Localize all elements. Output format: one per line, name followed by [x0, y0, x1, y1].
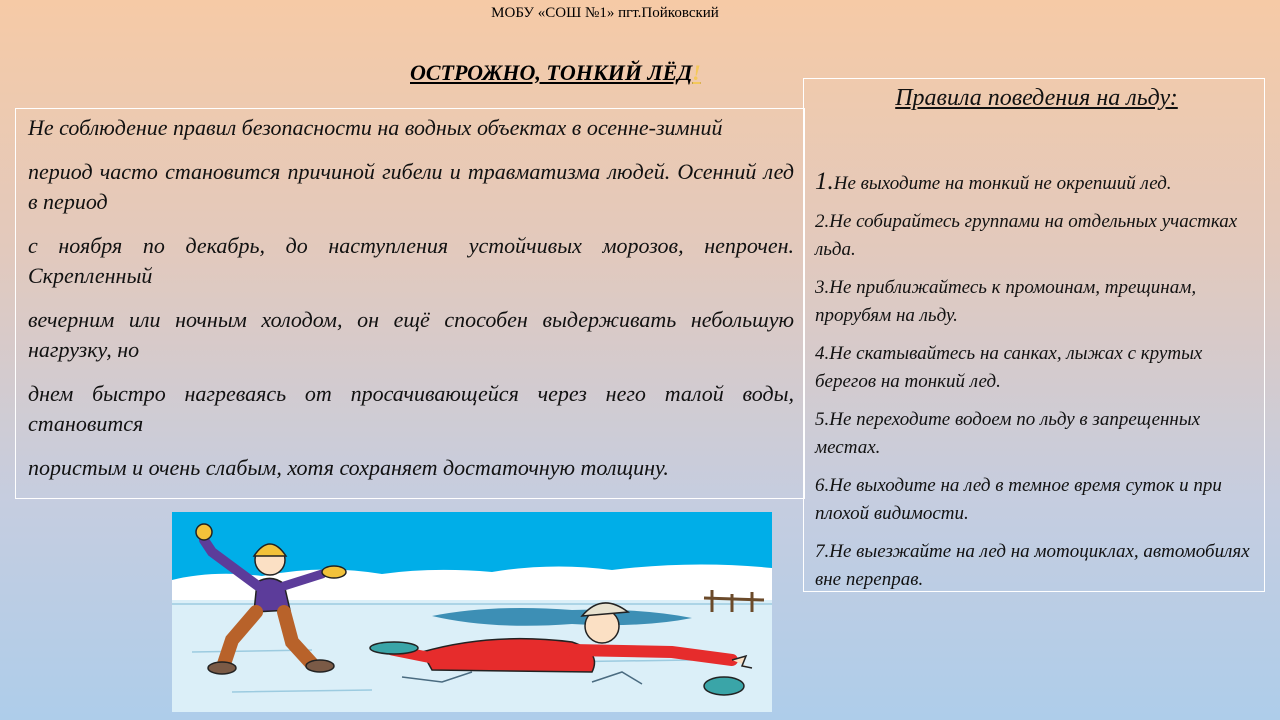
- intro-paragraph: днем быстро нагреваясь от просачивающейся через него талой воды, становится: [28, 381, 794, 436]
- rules-box: [803, 78, 1265, 592]
- thin-ice-illustration: [172, 512, 772, 712]
- rule-number: 2.: [815, 211, 830, 232]
- rules-title: Правила поведения на льду:: [895, 85, 1178, 111]
- rule-number: 1.: [815, 168, 834, 195]
- rule-number: 3.: [815, 277, 830, 298]
- intro-paragraph: с ноября по декабрь, до наступления устойчивых морозов, непрочен. Скрепленный: [28, 233, 794, 288]
- rule-text: Не выезжайте на лед на мотоциклах, автомобилях вне переправ.: [815, 541, 1250, 590]
- rule-item: [815, 168, 1258, 198]
- rule-text: Не выходите на лед в темное время суток и при плохой видимости.: [815, 475, 1222, 524]
- rule-item: [815, 538, 1258, 594]
- rule-number: 4.: [815, 343, 830, 364]
- rule-text: Не выходите на тонкий не окрепший лед.: [833, 173, 1172, 194]
- rule-item: [815, 274, 1258, 330]
- rule-text: Не приближайтесь к промоинам, трещинам, прорубям на льду.: [815, 277, 1197, 326]
- rule-number: 7.: [815, 541, 830, 562]
- intro-paragraph: период часто становится причиной гибели и травматизма людей. Осенний лед в период: [28, 159, 794, 214]
- rule-text: Не скатывайтесь на санках, лыжах с крутых берегов на тонкий лед.: [815, 343, 1203, 392]
- intro-paragraph: Не соблюдение правил безопасности на водных объектах в осенне-зимний: [28, 115, 723, 140]
- rule-number: 6.: [815, 475, 830, 496]
- intro-paragraph: вечерним или ночным холодом, он ещё способен выдерживать небольшую нагрузку, но: [28, 307, 794, 362]
- rule-text: Не переходите водоем по льду в запрещенных местах.: [815, 409, 1201, 458]
- school-name: МОБУ «СОШ №1» пгт.Пойковский: [491, 5, 719, 21]
- rule-item: [815, 406, 1258, 462]
- title-exclamation: !: [692, 60, 701, 85]
- rule-number: 5.: [815, 409, 830, 430]
- rule-item: [815, 472, 1258, 528]
- page-title: [410, 60, 701, 86]
- page-title-text: ОСТРОЖНО, ТОНКИЙ ЛЁД: [410, 60, 693, 85]
- rule-text: Не собирайтесь группами на отдельных участках льда.: [815, 211, 1238, 260]
- rule-item: [815, 340, 1258, 396]
- intro-paragraph: пористым и очень слабым, хотя сохраняет достаточную толщину.: [28, 455, 669, 480]
- rule-item: [815, 208, 1258, 264]
- intro-text-box: [15, 108, 805, 499]
